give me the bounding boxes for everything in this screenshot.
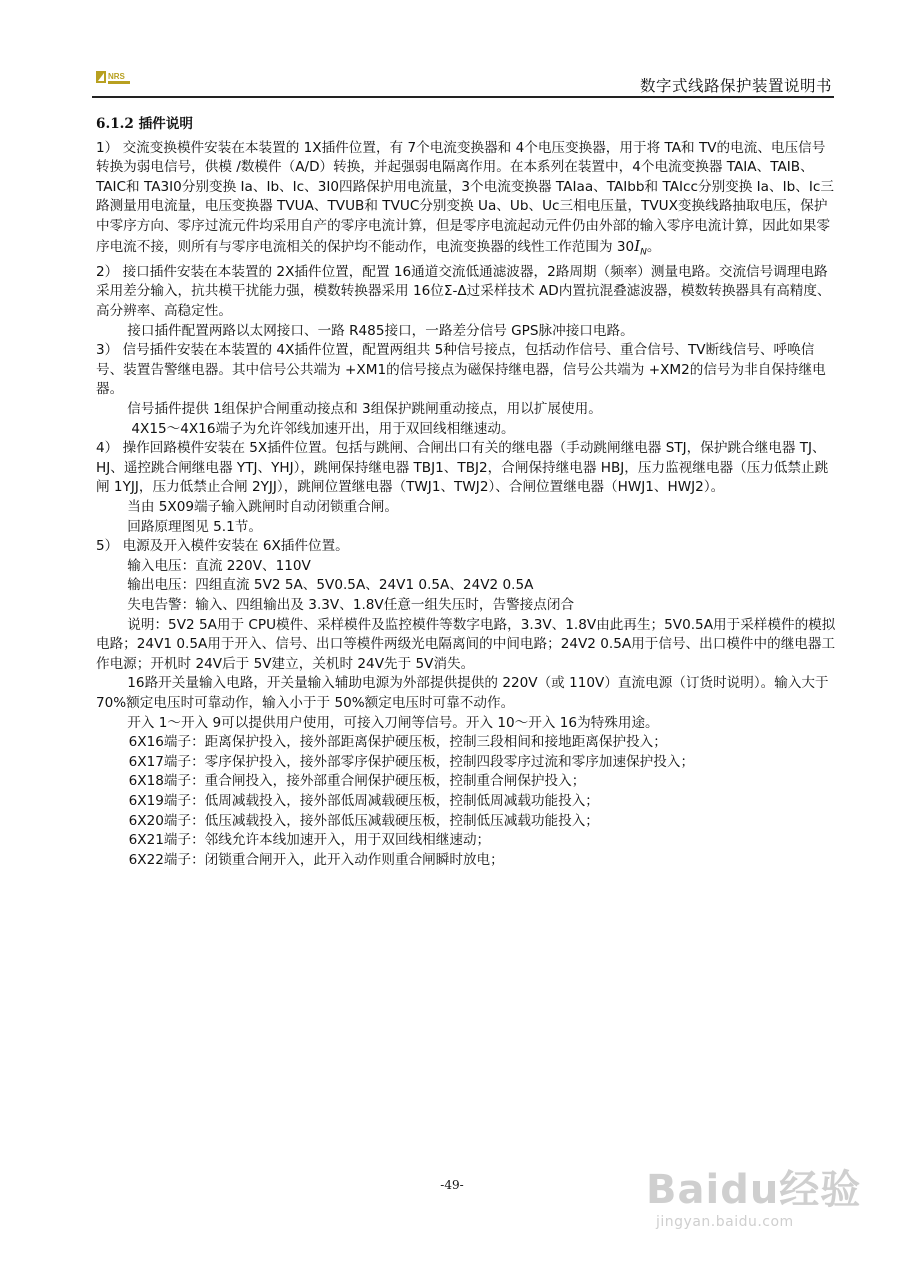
terminal-item: 6X22端子：闭锁重合闸开入，此开入动作则重合闸瞬时放电； bbox=[128, 851, 504, 868]
terminal-list bbox=[96, 733, 838, 870]
power-input-voltage: 输入电压：直流 220V、110V bbox=[127, 557, 311, 574]
paragraph-text: 1） 交流变换模件安装在本装置的 1X插件位置，有 7个电流变换器和 4个电压变换器，用于将 TA和 TV的电流、电压信号转换为弱电信号，供模 /数模件（A/D）转换，并起强弱电隔离作用。在本系列在装置中，4个电流变换器 TAIA、TAIB、TAIC和 TA3I0分别变换 Ia、Ib、Ic、3I0四路保护用电流量，3个电流变换器 TAIaa、TAIbb和 TAIcc分别变换 Ia、Ib、Ic三路测量用电流量，电压变换器 TVUA、TVUB和 TVUC分别变换 Ua、Ub、Uc三相电压量，TVUX变换线路抽取电压，保护中零序方向、零序过流元件均采用自产的零序电流计算，但是零序电流起动元件仍由外部的输入零序电流计算，因此如果零序电流不接，则所有与零序电流相关的保护均不能动作，电流变换器的线性工作范围为 30 bbox=[96, 139, 834, 255]
paragraph-ac-module bbox=[96, 139, 838, 263]
binary-input-usage: 开入 1～开入 9可以提供用户使用，可接入刀闸等信号。开入 10～开入 16为特殊用途。 bbox=[127, 714, 659, 731]
section-number: 6.1.2 bbox=[96, 116, 134, 132]
terminal-item: 6X16端子：距离保护投入，接外部距离保护硬压板，控制三段相间和接地距离保护投入； bbox=[128, 734, 667, 751]
symbol-subscript: N bbox=[640, 247, 647, 258]
terminal-item: 6X19端子：低周减载投入，接外部低周减载硬压板，控制低周减载功能投入； bbox=[128, 792, 599, 809]
paragraph-signal-terminals: 4X15～4X16端子为允许邻线加速开出，用于双回线相继速动。 bbox=[131, 420, 515, 437]
paragraph-signal-contacts: 信号插件提供 1组保护合闸重动接点和 3组保护跳闸重动接点，用以扩展使用。 bbox=[127, 401, 602, 418]
power-failure-alarm: 失电告警：输入、四组输出及 3.3V、1.8V任意一组失压时，告警接点闭合 bbox=[127, 596, 575, 613]
section-heading bbox=[96, 115, 838, 135]
watermark-logo: Baidu经验 bbox=[646, 1167, 862, 1213]
watermark bbox=[646, 1158, 870, 1244]
paragraph-signal-module: 3） 信号插件安装在本装置的 4X插件位置，配置两组共 5种信号接点，包括动作信号、重合信号、TV断线信号、呼唤信号、装置告警继电器。其中信号公共端为 +XM1的信号接点为磁保持继电器，信号公共端为 +XM2的信号为非自保持继电器。 bbox=[96, 342, 826, 398]
paragraph-operation-diagram-ref: 回路原理图见 5.1节。 bbox=[127, 518, 262, 535]
company-logo-icon bbox=[96, 68, 132, 86]
power-description: 说明：5V2 5A用于 CPU模件、采样模件及监控模件等数字电路，3.3V、1.8V由此再生；5V0.5A用于采样模件的模拟电路；24V1 0.5A用于开入、信号、出口等模件两级光电隔离间的中间电路；24V2 0.5A用于信号、出口模件中的继电器工作电源；开机时 24V后于 5V建立，关机时 24V先于 5V消失。 bbox=[96, 616, 836, 672]
section-title: 插件说明 bbox=[138, 116, 193, 132]
svg-text:NRS: NRS bbox=[108, 72, 125, 81]
paragraph-operation-module: 4） 操作回路模件安装在 5X插件位置。包括与跳闸、合闸出口有关的继电器（手动跳闸继电器 STJ，保护跳合继电器 TJ、HJ、遥控跳合闸继电器 YTJ、YHJ），跳闸保持继电器 TBJ1、TBJ2，合闸保持继电器 HBJ，压力监视继电器（压力低禁止跳闸 1YJJ，压力低禁止合闸 2YJJ），跳闸位置继电器（TWJ1、TWJ2）、合闸位置继电器（HWJ1、HWJ2）。 bbox=[96, 440, 829, 496]
watermark-url: jingyan.baidu.com bbox=[656, 1214, 794, 1230]
power-output-voltage: 输出电压：四组直流 5V2 5A、5V0.5A、24V1 0.5A、24V2 0.5A bbox=[127, 577, 534, 594]
terminal-item: 6X17端子：零序保护投入，接外部零序保护硬压板，控制四段零序过流和零序加速保护投入； bbox=[128, 753, 695, 770]
binary-input-description: 16路开关量输入电路，开关量输入辅助电源为外部提供提供的 220V（或 110V）直流电源（订货时说明）。输入大于 70%额定电压时可靠动作，输入小于于 50%额定电压时可靠不动作。 bbox=[96, 675, 829, 711]
terminal-item: 6X18端子：重合闸投入，接外部重合闸保护硬压板，控制重合闸保护投入； bbox=[128, 773, 586, 790]
terminal-item: 6X20端子：低压减载投入，接外部低压减载硬压板，控制低压减载功能投入； bbox=[128, 812, 599, 829]
symbol-i: I bbox=[634, 236, 641, 255]
paragraph-power-module: 5） 电源及开入模件安装在 6X插件位置。 bbox=[96, 538, 349, 555]
document-body bbox=[96, 115, 838, 870]
paragraph-interface-module: 2） 接口插件安装在本装置的 2X插件位置，配置 16通道交流低通滤波器，2路周期（频率）测量电路。交流信号调理电路采用差分输入，抗共模干扰能力强，模数转换器采用 16位Σ-Δ过采样技术 AD内置抗混叠滤波器，模数转换器具有高精度、高分辨率、高稳定性。 bbox=[96, 263, 831, 320]
paragraph-interface-ports: 接口插件配置两路以太网接口、一路 R485接口，一路差分信号 GPS脉冲接口电路。 bbox=[127, 322, 634, 339]
terminal-item: 6X21端子：邻线允许本线加速开入，用于双回线相继速动； bbox=[128, 832, 491, 849]
paragraph-operation-lockout: 当由 5X09端子输入跳闸时自动闭锁重合闸。 bbox=[127, 499, 398, 515]
document-title: 数字式线路保护装置说明书 bbox=[639, 77, 832, 95]
page-number: -49- bbox=[440, 1178, 464, 1192]
paragraph-end: 。 bbox=[646, 238, 661, 255]
page-header bbox=[92, 66, 834, 98]
